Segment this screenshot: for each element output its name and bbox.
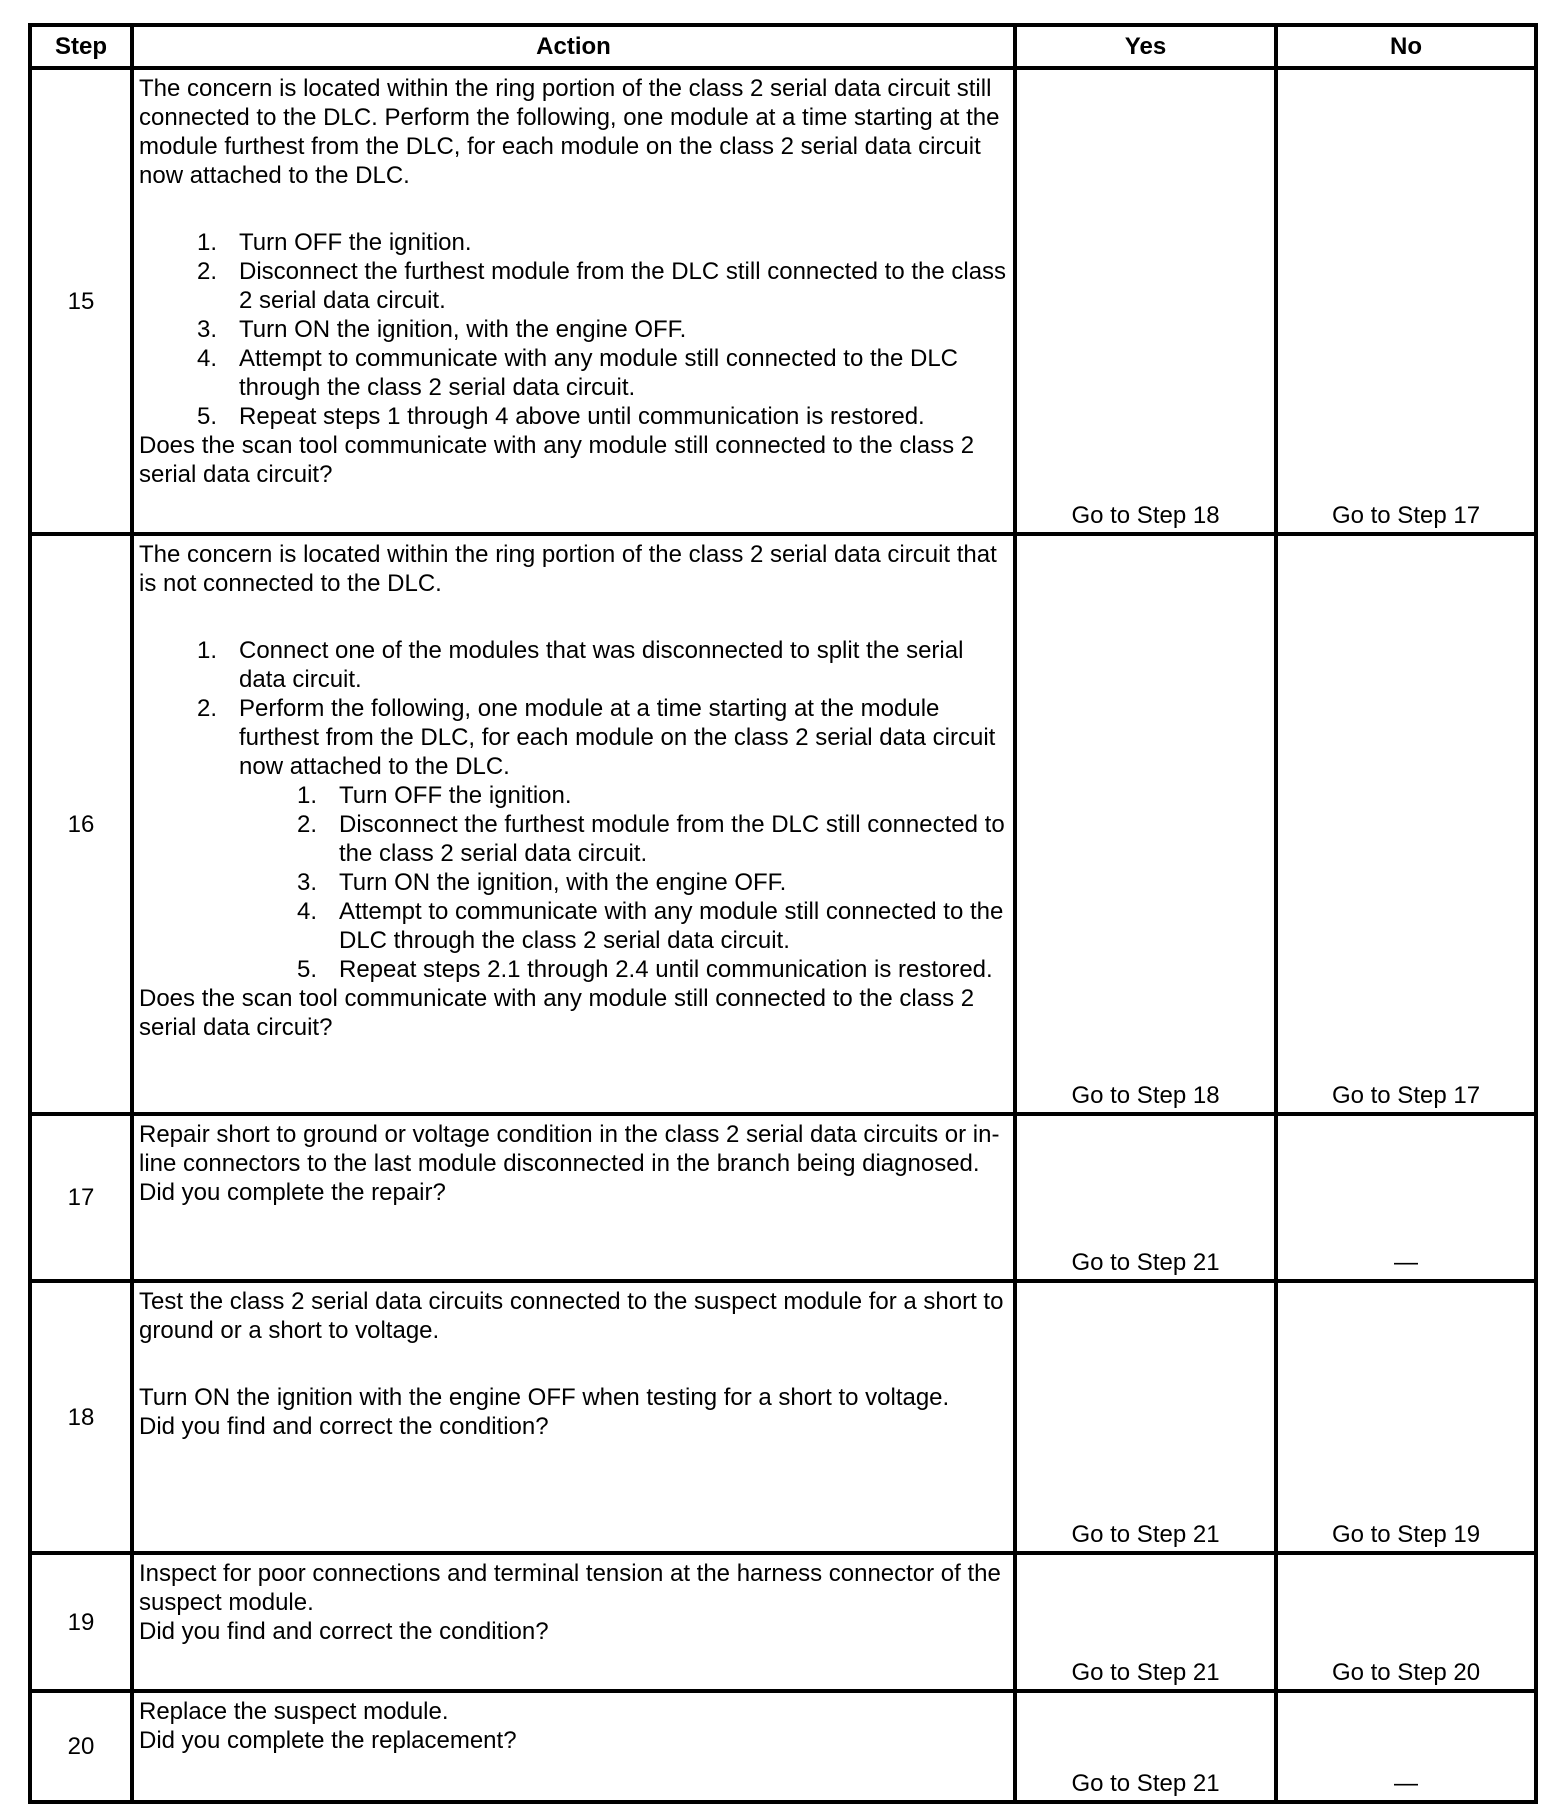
list-item: 2. Disconnect the furthest module from the DLC still connected to the class 2 serial data circuit.	[196, 258, 1007, 314]
action-cell	[132, 1114, 1015, 1281]
action-question: Did you find and correct the condition?	[139, 1413, 549, 1440]
table-row-step-16	[30, 534, 1536, 1114]
table-row-step-18	[30, 1281, 1536, 1553]
yes-result: Go to Step 21	[1015, 1691, 1276, 1802]
yes-result: Go to Step 18	[1015, 68, 1276, 534]
table-row-step-17	[30, 1114, 1536, 1281]
yes-result: Go to Step 18	[1015, 534, 1276, 1114]
action-cell	[132, 1691, 1015, 1802]
no-result: Go to Step 17	[1276, 534, 1536, 1114]
action-steps-list	[139, 228, 1009, 431]
action-intro: Test the class 2 serial data circuits connected to the suspect module for a short to ground or a short to voltage.	[139, 1288, 1004, 1344]
step-number: 18	[30, 1281, 132, 1553]
action-steps-list	[139, 636, 1009, 984]
action-question: Did you find and correct the condition?	[139, 1618, 549, 1645]
yes-result: Go to Step 21	[1015, 1553, 1276, 1691]
action-substeps-list	[139, 781, 1009, 984]
step-number: 20	[30, 1691, 132, 1802]
action-intro: The concern is located within the ring portion of the class 2 serial data circuit that is not connected to the DLC.	[139, 541, 997, 597]
no-result: —	[1276, 1691, 1536, 1802]
header-action: Action	[132, 25, 1015, 68]
no-result: Go to Step 17	[1276, 68, 1536, 534]
action-intro: Replace the suspect module.	[139, 1698, 449, 1725]
list-item: 1. Turn OFF the ignition.	[196, 229, 472, 256]
yes-result: Go to Step 21	[1015, 1114, 1276, 1281]
list-item: 4. Attempt to communicate with any module still connected to the DLC through the class 2 serial data circuit.	[296, 898, 1004, 954]
action-cell	[132, 534, 1015, 1114]
list-item: 2. Perform the following, one module at a time starting at the module furthest from the DLC, for each module on the class 2 serial data circuit now attached to the DLC. 1. Turn OFF the ignition. 2. Disconnect the furthest module from the DLC still connected to the class 2 serial data circuit. 3. Turn ON the ignition, with the engine OFF. 4. Attempt to communicate with any module still connected to the DLC through the class 2 serial data circuit. 5. Repeat steps 2.1 through 2.4 until communication is restored.	[139, 694, 1009, 984]
diagnostic-table	[28, 23, 1538, 1804]
header-no: No	[1276, 25, 1536, 68]
list-item: 3. Turn ON the ignition, with the engine OFF.	[196, 316, 687, 343]
header-row	[30, 25, 1536, 68]
list-item: 4. Attempt to communicate with any module still connected to the DLC through the class 2 serial data circuit.	[196, 345, 959, 401]
yes-result: Go to Step 21	[1015, 1281, 1276, 1553]
action-question: Did you complete the repair?	[139, 1179, 446, 1206]
no-result: Go to Step 19	[1276, 1281, 1536, 1553]
action-intro: The concern is located within the ring portion of the class 2 serial data circuit still connected to the DLC. Perform the following, one module at a time starting at the module furthest from the DLC, for each module on the class 2 serial data circuit now attached to the DLC.	[139, 75, 1000, 189]
action-intro: Inspect for poor connections and terminal tension at the harness connector of the suspect module.	[139, 1560, 1001, 1616]
header-step: Step	[30, 25, 132, 68]
step-number: 15	[30, 68, 132, 534]
no-result: Go to Step 20	[1276, 1553, 1536, 1691]
list-item: 2. Disconnect the furthest module from the DLC still connected to the class 2 serial data circuit.	[296, 811, 1005, 867]
action-question: Did you complete the replacement?	[139, 1727, 517, 1754]
table-row-step-19	[30, 1553, 1536, 1691]
table-row-step-15	[30, 68, 1536, 534]
action-note: Turn ON the ignition with the engine OFF when testing for a short to voltage.	[139, 1384, 950, 1411]
action-cell	[132, 1281, 1015, 1553]
list-item: 5. Repeat steps 2.1 through 2.4 until communication is restored.	[296, 956, 993, 983]
list-item: 3. Turn ON the ignition, with the engine OFF.	[296, 869, 787, 896]
list-item: 1. Connect one of the modules that was disconnected to split the serial data circuit.	[196, 637, 964, 693]
action-cell	[132, 1553, 1015, 1691]
table-row-step-20	[30, 1691, 1536, 1802]
header-yes: Yes	[1015, 25, 1276, 68]
list-item: 1. Turn OFF the ignition.	[296, 782, 572, 809]
action-question: Does the scan tool communicate with any module still connected to the class 2 serial data circuit?	[139, 432, 975, 488]
step-number: 16	[30, 534, 132, 1114]
action-intro: Repair short to ground or voltage condition in the class 2 serial data circuits or in-line connectors to the last module disconnected in the branch being diagnosed.	[139, 1121, 1000, 1177]
list-item: 5. Repeat steps 1 through 4 above until communication is restored.	[196, 403, 925, 430]
action-question: Does the scan tool communicate with any module still connected to the class 2 serial data circuit?	[139, 985, 975, 1041]
step-number: 19	[30, 1553, 132, 1691]
step-number: 17	[30, 1114, 132, 1281]
action-cell	[132, 68, 1015, 534]
no-result: —	[1276, 1114, 1536, 1281]
